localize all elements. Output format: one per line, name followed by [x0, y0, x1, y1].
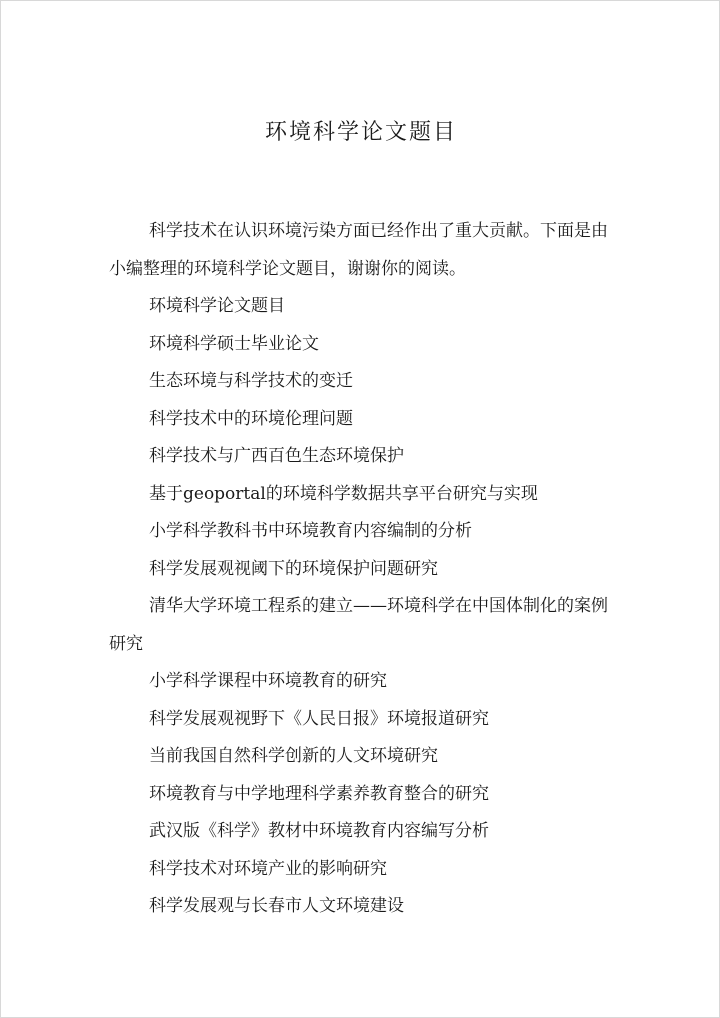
list-item: 小学科学教科书中环境教育内容编制的分析: [149, 521, 472, 541]
list-item: 环境科学硕士毕业论文: [149, 333, 319, 354]
list-item: 环境科学论文题目: [149, 296, 285, 316]
list-item: 科学技术对环境产业的影响研究: [149, 858, 387, 879]
list-item: 科学发展观视阈下的环境保护问题研究: [149, 558, 438, 579]
list-item: 清华大学环境工程系的建立——环境科学在中国体制化的案例研究: [109, 596, 608, 654]
document-title: 环境科学论文题目: [264, 120, 457, 145]
document-body: [109, 213, 621, 926]
list-item: 科学技术与广西百色生态环境保护: [149, 446, 404, 466]
list-item: 武汉版《科学》教材中环境教育内容编写分析: [149, 821, 489, 841]
list-item: 科学技术中的环境伦理问题: [149, 408, 353, 429]
list-item: 生态环境与科学技术的变迁: [149, 371, 353, 391]
list-item: 科学发展观与长春市人文环境建设: [149, 896, 404, 916]
list-item: 当前我国自然科学创新的人文环境研究: [149, 746, 438, 766]
intro-paragraph: 科学技术在认识环境污染方面已经作出了重大贡献。下面是由小编整理的环境科学论文题目，谢谢你的阅读。: [109, 221, 608, 279]
list-item: 环境教育与中学地理科学素养教育整合的研究: [149, 783, 489, 804]
list-item: 小学科学课程中环境教育的研究: [149, 671, 387, 691]
list-item: 科学发展观视野下《人民日报》环境报道研究: [149, 708, 489, 729]
list-item: 基于geoportal的环境科学数据共享平台研究与实现: [149, 483, 538, 504]
